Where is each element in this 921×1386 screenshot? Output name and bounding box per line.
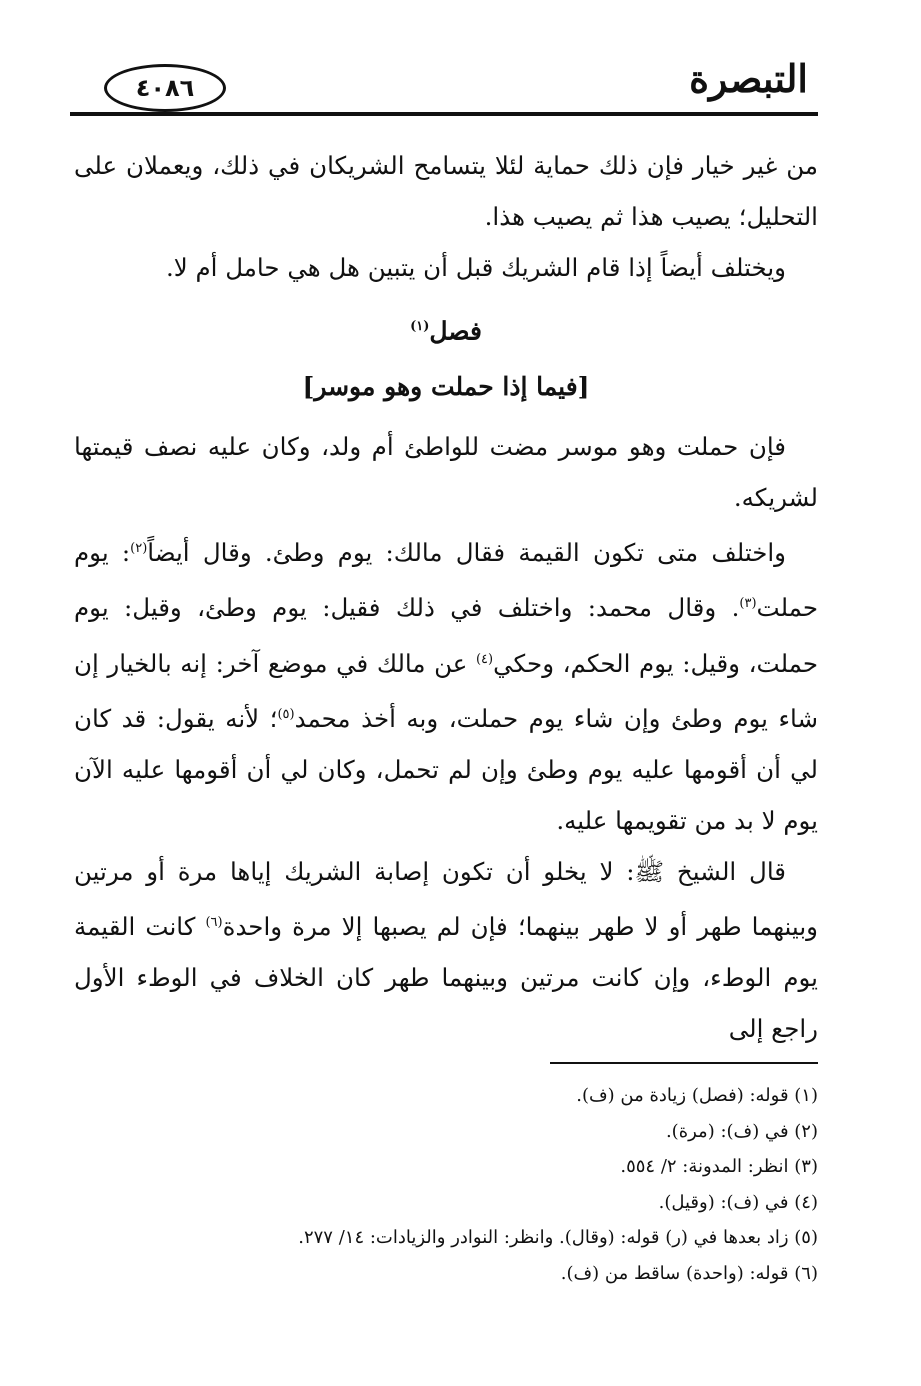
paragraph-text: واختلف متى تكون القيمة فقال مالك: يوم وطئ. وقال أيضاً [147, 538, 787, 568]
footnote-ref: (٤) [475, 651, 494, 667]
footnote-ref: (٢) [130, 541, 148, 557]
footnote: (٤) في (ف): (وقيل). [658, 1191, 818, 1213]
section-heading-text: فصل [429, 316, 482, 346]
paragraph-text: من غير خيار فإن ذلك حماية لئلا يتسامح الشريكان في ذلك، ويعملان على التحليل؛ يصيب هذا ثم يصيب هذا. [74, 151, 818, 231]
page-number-frame [104, 64, 226, 112]
footnote: (٣) انظر: المدونة: ٢/ ٥٥٤. [620, 1156, 818, 1177]
section-title [74, 359, 818, 415]
paragraph-text: : يوم حملت [74, 538, 818, 623]
footnote: (٥) زاد بعدها في (ر) قوله: (وقال). وانظر: النوادر والزيادات: ١٤/ ٢٧٧. [298, 1227, 818, 1248]
footnote-ref: (٣) [739, 596, 757, 612]
paragraph-text: كانت القيمة يوم الوطء، وإن كانت مرتين وبينهما طهر كان الخلاف في الوطء الأول راجع إلى [74, 912, 818, 1044]
paragraph-text: قال الشيخ [676, 856, 787, 886]
main-text [74, 140, 818, 1054]
footnote: (٦) قوله: (واحدة) ساقط من (ف). [560, 1262, 818, 1284]
paragraph [74, 421, 818, 523]
paragraph-text: فإن حملت وهو موسر مضت للواطئ أم ولد، وكان عليه نصف قيمتها لشريكه. [74, 432, 818, 513]
footnote: (٢) في (ف): (مرة). [665, 1120, 818, 1142]
paragraph [74, 846, 818, 1054]
paragraph [74, 242, 818, 293]
page-header [70, 46, 818, 118]
paragraph-text: عن مالك في موضع آخر: إنه بالخيار إن شاء يوم وطئ وإن شاء يوم حملت، وبه أخذ محمد [74, 648, 819, 733]
paragraph-text: ويختلف أيضاً إذا قام الشريك قبل أن يتبين هل هي حامل أم لا. [165, 253, 786, 282]
footnotes [73, 1078, 818, 1291]
paragraph-text: ؛ لأنه يقول: قد كان لي أن أقومها عليه يوم وطئ وإن لم تحمل، وكان لي أن أقومها عليه الآن يوم لا بد من تقويمها عليه. [74, 703, 818, 835]
paragraph [74, 523, 818, 846]
honorific-glyph: ﷺ [634, 856, 665, 886]
paragraph-text: . وقال محمد: واختلف في ذلك فقيل: يوم وطئ، وقيل: يوم حملت، وقيل: يوم الحكم، وحكي [74, 593, 818, 678]
page-number: ٤٠٨٦ [135, 74, 195, 102]
paragraph-text: : لا يخلو أن تكون إصابة الشريك إياها مرة أو مرتين وبينهما طهر أو لا طهر بينهما؛ فإن لم يصبها إلا مرة واحدة [74, 856, 818, 942]
footnote: (١) قوله: (فصل) زيادة من (ف). [576, 1085, 818, 1106]
footnote-ref: (٥) [277, 706, 295, 722]
header-rule [70, 112, 818, 116]
paragraph [74, 140, 818, 242]
footnote-ref: (٦) [205, 914, 223, 930]
section-title-text: [فيما إذا حملت وهو موسر] [302, 372, 590, 402]
section-heading [74, 299, 818, 359]
footnote-separator [550, 1062, 818, 1064]
footnote-ref: (١) [410, 319, 430, 334]
book-title: التبصرة [689, 56, 808, 101]
